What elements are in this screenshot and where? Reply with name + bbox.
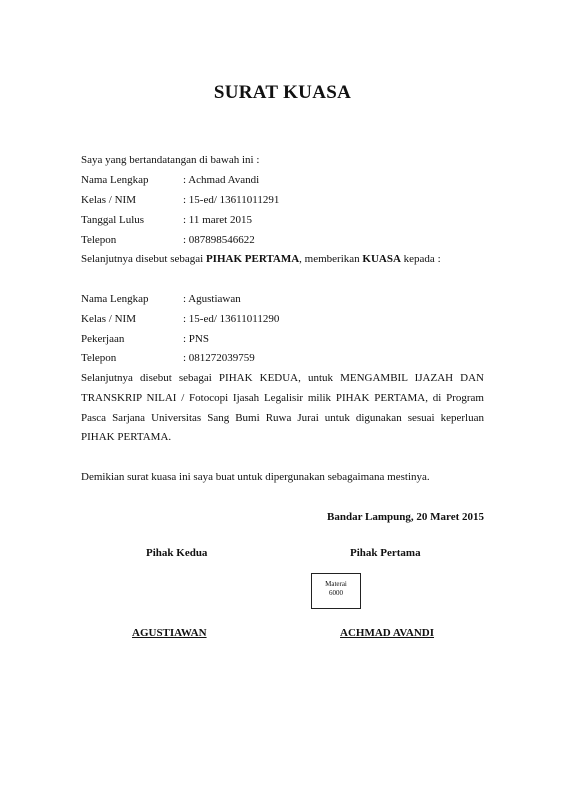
field-value: : 11 maret 2015 [183, 214, 252, 226]
second-party-job-row [81, 333, 209, 346]
field-value: : PNS [183, 333, 209, 345]
statement-prefix: Selanjutnya disebut sebagai [81, 253, 206, 265]
left-signature-name: AGUSTIAWAN [132, 627, 207, 639]
statement-middle: , memberikan [299, 253, 363, 265]
purpose-line-2: TRANSKRIP NILAI / Fotocopi Ijasah Legalisir milik PIHAK PERTAMA, di Program [81, 392, 484, 404]
field-label: Kelas / NIM [81, 313, 136, 325]
stamp-line-2: 6000 [329, 589, 343, 597]
right-signature-label: Pihak Pertama [350, 547, 421, 559]
first-party-nim-row [81, 194, 279, 207]
purpose-line-1: Selanjutnya disebut sebagai PIHAK KEDUA, untuk MENGAMBIL IJAZAH DAN [81, 372, 484, 384]
first-party-name-row [81, 174, 259, 187]
field-value: : 081272039759 [183, 352, 255, 364]
field-label: Pekerjaan [81, 333, 125, 345]
field-value: : 087898546622 [183, 234, 255, 246]
field-label: Kelas / NIM [81, 194, 136, 206]
closing-text: Demikian surat kuasa ini saya buat untuk dipergunakan sebagaimana mestinya. [81, 471, 430, 483]
field-value: : Agustiawan [183, 293, 241, 305]
field-label: Nama Lengkap [81, 293, 149, 305]
field-value: : 15-ed/ 13611011290 [183, 313, 280, 325]
statement-kuasa: KUASA [362, 253, 401, 265]
document-title: SURAT KUASA [213, 82, 352, 103]
purpose-line-3: Pasca Sarjana Universitas Sang Bumi Ruwa Jurai untuk digunakan sesuai keperluan [81, 412, 484, 424]
field-value: : 15-ed/ 13611011291 [183, 194, 280, 206]
statement-text [81, 253, 441, 266]
second-party-nim-row [81, 313, 279, 326]
place-date: Bandar Lampung, 20 Maret 2015 [327, 511, 484, 523]
statement-suffix: kepada : [400, 253, 441, 265]
stamp-box [311, 573, 361, 609]
first-party-phone-row [81, 234, 255, 247]
field-label: Tanggal Lulus [81, 214, 145, 226]
right-signature-name: ACHMAD AVANDI [340, 627, 435, 639]
first-party-graduation-row [81, 214, 252, 227]
field-value: : Achmad Avandi [183, 174, 260, 186]
field-label: Telepon [81, 352, 117, 364]
intro-text: Saya yang bertandatangan di bawah ini : [81, 154, 260, 166]
left-signature-label: Pihak Kedua [146, 547, 208, 559]
second-party-name-row [81, 293, 241, 306]
field-label: Nama Lengkap [81, 174, 149, 186]
field-label: Telepon [81, 234, 117, 246]
stamp-line-1: Materai [325, 580, 347, 588]
second-party-phone-row [81, 352, 255, 365]
statement-party1: PIHAK PERTAMA [205, 253, 300, 265]
purpose-line-4: PIHAK PERTAMA. [81, 431, 172, 443]
